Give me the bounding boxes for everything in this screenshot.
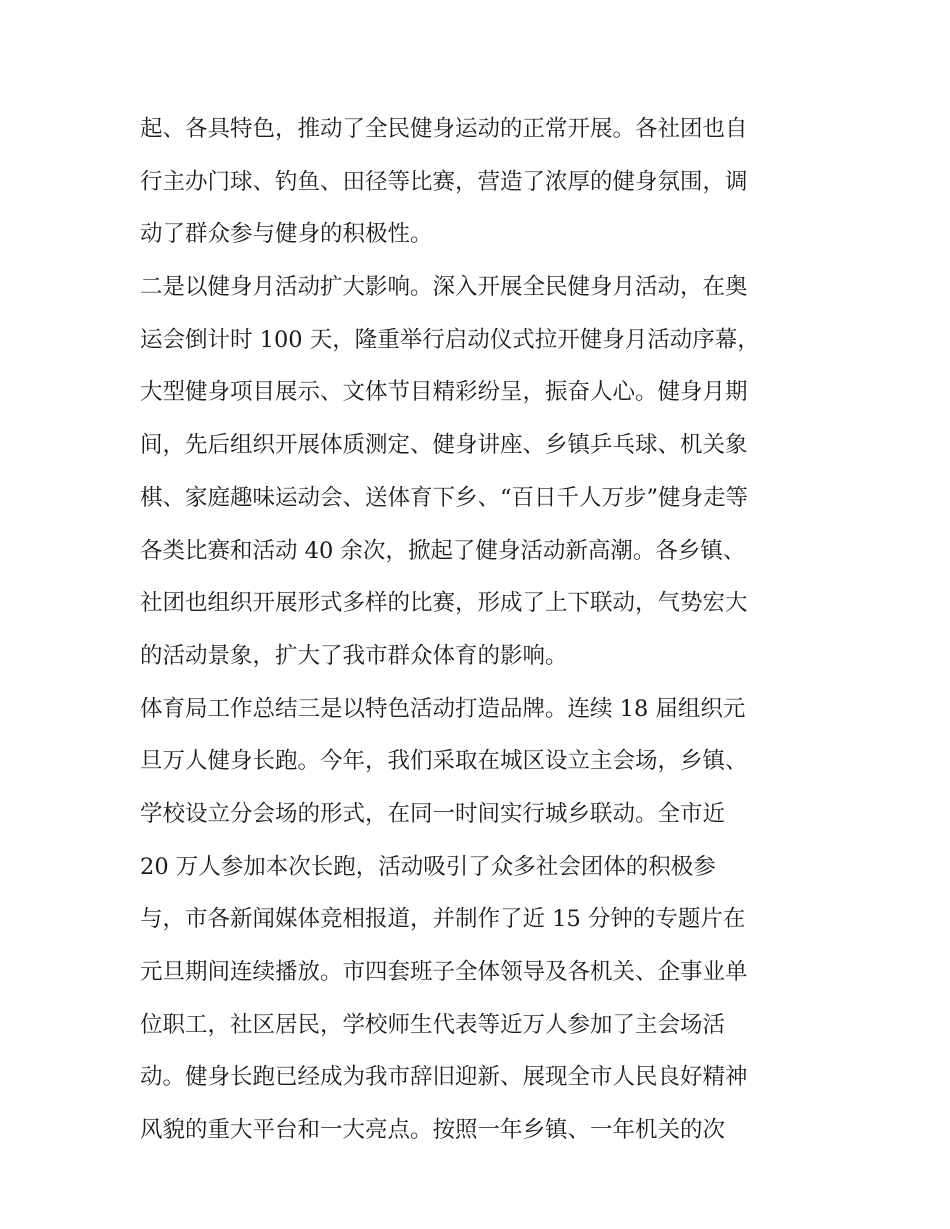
body-text xyxy=(140,103,820,1157)
text-line-9: 各类比赛和活动 40 余次，掀起了健身活动新高潮。各乡镇、 xyxy=(140,537,746,564)
text-line-3: 动了群众参与健身的积极性。 xyxy=(140,221,433,248)
text-line-2: 行主办门球、钓鱼、田径等比赛，营造了浓厚的健身氛围，调 xyxy=(140,168,748,195)
text-line-6: 大型健身项目展示、文体节目精彩纷呈，振奋人心。健身月期 xyxy=(140,379,748,406)
text-line-19: 动。健身长跑已经成为我市辞旧迎新、展现全市人民良好精神 xyxy=(140,1064,748,1091)
text-line-10: 社团也组织开展形式多样的比赛，形成了上下联动，气势宏大 xyxy=(140,590,748,617)
text-line-18: 位职工，社区居民，学校师生代表等近万人参加了主会场活 xyxy=(140,1011,726,1038)
text-line-16: 与，市各新闻媒体竞相报道，并制作了近 15 分钟的专题片在 xyxy=(140,906,746,933)
text-line-4: 二是以健身月活动扩大影响。深入开展全民健身月活动，在奥 xyxy=(140,274,748,301)
text-line-14: 学校设立分会场的形式，在同一时间实行城乡联动。全市近 xyxy=(140,800,726,827)
text-line-15: 20 万人参加本次长跑，活动吸引了众多社会团体的积极参 xyxy=(140,853,716,880)
text-line-13: 旦万人健身长跑。今年，我们采取在城区设立主会场，乡镇、 xyxy=(140,748,748,775)
text-line-5: 运会倒计时 100 天，隆重举行启动仪式拉开健身月活动序幕， xyxy=(140,326,760,353)
text-line-7: 间，先后组织开展体质测定、健身讲座、乡镇乒乓球、机关象 xyxy=(140,432,748,459)
text-line-8: 棋、家庭趣味运动会、送体育下乡、“百日千人万步”健身走等 xyxy=(140,484,749,511)
text-line-12: 体育局工作总结三是以特色活动打造品牌。连续 18 届组织元 xyxy=(140,695,746,722)
text-line-20: 风貌的重大平台和一大亮点。按照一年乡镇、一年机关的次 xyxy=(140,1117,726,1144)
text-line-17: 元旦期间连续播放。市四套班子全体领导及各机关、企事业单 xyxy=(140,959,748,985)
text-line-11: 的活动景象，扩大了我市群众体育的影响。 xyxy=(140,642,568,669)
text-line-1: 起、各具特色，推动了全民健身运动的正常开展。各社团也自 xyxy=(140,116,748,142)
